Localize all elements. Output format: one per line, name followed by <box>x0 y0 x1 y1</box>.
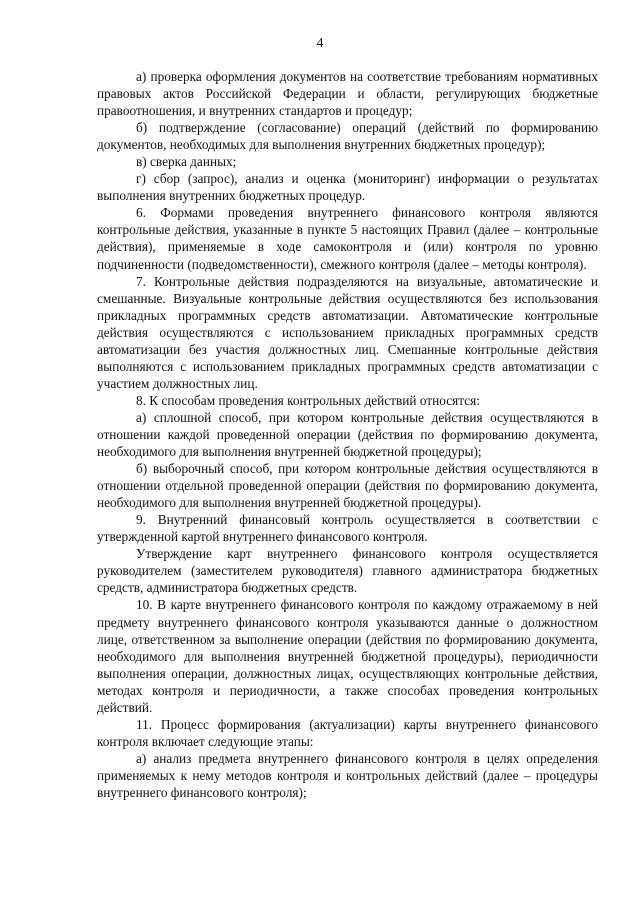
page-number: 4 <box>316 36 324 51</box>
paragraph-7: 7. Контрольные действия подразделяются на визуальные, автоматические и смешанные. Визуальные контрольные действия осуществляются без использования прикладных программных средств автоматизации. Автоматические контрольные действия осуществляются с использованием прикладных программных средств автоматизации без участия должностных лиц. Смешанные контрольные действия выполняются с использованием прикладных программных средств автоматизации с участием должностных лиц. <box>97 273 598 391</box>
paragraph-10: 10. В карте внутреннего финансового контроля по каждому отражаемому в ней предмету внутреннего финансового контроля указываются данные о должностном лице, ответственном за выполнение операции (действия по формированию документа, необходимого для выполнения внутренней бюджетной процедуры), периодичности выполнения операции, должностных лицах, осуществляющих контрольные действия, методах контроля и периодичности, а также способах проведения контрольных действий. <box>97 597 598 715</box>
paragraph-11: 11. Процесс формирования (актуализации) карты внутреннего финансового контроля включает следующие этапы: <box>97 716 598 749</box>
paragraph-8a: а) сплошной способ, при котором контрольные действия осуществляются в отношении каждой проведенной операции (действия по формированию документа, необходимого для выполнения внутренней бюджетной процедуры); <box>97 409 598 460</box>
paragraph-5b: б) подтверждение (согласование) операций (действий по формированию документов, необходимых для выполнения внутренних бюджетных процедур); <box>97 120 598 153</box>
paragraph-9-approval: Утверждение карт внутреннего финансового контроля осуществляется руководителем (заместителем руководителя) главного администратора бюджетных средств, администратора бюджетных средств. <box>97 546 598 596</box>
paragraph-5v: в) сверка данных; <box>136 154 237 170</box>
document-body <box>97 68 598 801</box>
paragraph-5g: г) сбор (запрос), анализ и оценка (мониторинг) информации о результатах выполнения внутренних бюджетных процедур. <box>97 171 598 204</box>
paragraph-11a: а) анализ предмета внутреннего финансового контроля в целях определения применяемых к нему методов контроля и контрольных действий (далее – процедуры внутреннего финансового контроля); <box>97 750 598 800</box>
paragraph-8b: б) выборочный способ, при котором контрольные действия осуществляются в отношении отдельной проведенной операции (действия по формированию документа, необходимого для выполнения внутренней бюджетной процедуры). <box>97 461 598 511</box>
paragraph-5a: а) проверка оформления документов на соответствие требованиям нормативных правовых актов Российской Федерации и области, регулирующих бюджетные правоотношения, и внутренних стандартов и процедур; <box>97 69 598 119</box>
paragraph-6: 6. Формами проведения внутреннего финансового контроля являются контрольные действия, указанные в пункте 5 настоящих Правил (далее – контрольные действия), применяемые в ходе самоконтроля и (или) контроля по уровню подчиненности (подведомственности), смежного контроля (далее – методы контроля). <box>97 205 598 272</box>
paragraph-9: 9. Внутренний финансовый контроль осуществляется в соответствии с утвержденной картой внутреннего финансового контроля. <box>97 512 598 545</box>
paragraph-8: 8. К способам проведения контрольных действий относятся: <box>136 392 480 408</box>
